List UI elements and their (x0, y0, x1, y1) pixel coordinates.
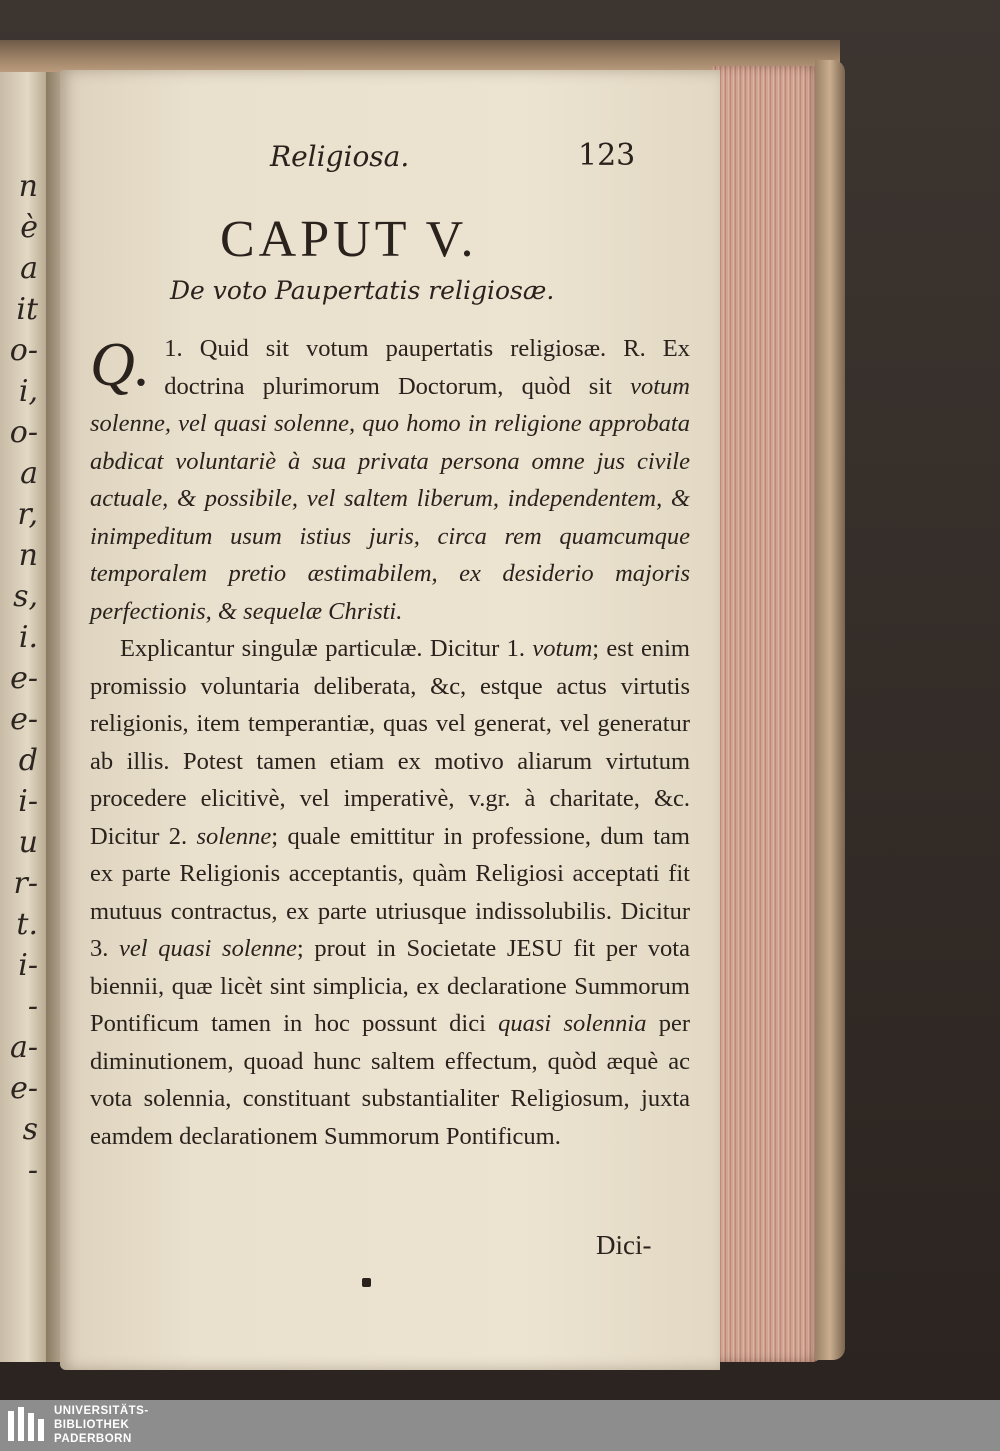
left-page-fragment: o- (9, 415, 38, 450)
catchword: Dici- (596, 1230, 652, 1260)
left-facing-page (0, 72, 49, 1362)
left-page-fragment: i- (18, 948, 38, 983)
left-page-fragment: e- (10, 661, 38, 696)
library-footer (0, 1400, 1000, 1451)
book-page (60, 70, 720, 1370)
library-name-line: PADERBORN (54, 1433, 132, 1445)
term-solenne: solenne (196, 822, 272, 850)
left-page-fragment: i- (18, 784, 38, 819)
term-quasi-solenne: vel quasi solenne (119, 935, 297, 962)
question-intro-text: 1. Quid sit votum paupertatis religiosæ. R. Ex doctrina plurimorum Doctorum, quòd sit (164, 335, 690, 400)
explanation-text: ; est enim promissio voluntaria deliberata, &c, estque actus virtutis religionis, item temperantiæ, quas vel generat, vel generatur ab illis. Potest tamen etiam ex motivo aliarum virtutum procedere elicitivè, vel imperativè, v.gr. à charitate, &c. Dicitur 2. (90, 635, 690, 850)
explanation-text: per diminutionem, quoad hunc saltem effectum, quòd æquè ac vota solennia, constituant substantialiter Religiosum, juxta eamdem declarationem Summorum Pontificum. (90, 1010, 690, 1150)
page-edges (712, 66, 822, 1362)
drop-initial: Q. (90, 331, 151, 399)
left-page-fragment: è (20, 210, 38, 245)
library-name-line: BIBLIOTHEK (54, 1419, 130, 1431)
explanation-text: Explicantur singulæ particulæ. Dicitur 1. (120, 635, 533, 662)
left-page-fragment: u (18, 825, 38, 860)
left-page-fragment: o- (9, 333, 38, 368)
running-title: Religiosa. (270, 140, 410, 173)
left-page-fragment: it (16, 292, 38, 327)
left-page-fragment: a (20, 251, 38, 286)
library-name (54, 1404, 149, 1446)
explanation-text: ; prout in Societate JESU fit per vota biennii, quæ licèt sint simplicia, ex declaratione Summorum Pontificum tamen in hoc possunt dici (90, 935, 690, 1037)
left-page-fragment: - (27, 989, 38, 1024)
left-page-fragment: e- (10, 1071, 38, 1106)
left-page-fragment: n (18, 538, 38, 573)
page-number: 123 (578, 138, 636, 173)
library-logo-icon (6, 1405, 46, 1445)
left-page-fragment: t. (16, 907, 38, 942)
left-page-fragment: r- (13, 866, 38, 901)
left-page-fragment: s (22, 1112, 38, 1147)
term-quasi-solennia: quasi solennia (498, 1010, 647, 1037)
left-page-fragment: s, (13, 579, 38, 614)
paragraph-explanation (90, 630, 690, 1155)
left-page-fragment: d (18, 743, 38, 778)
left-page-fragment: a- (9, 1030, 38, 1065)
left-page-fragment: i. (18, 620, 38, 655)
left-page-fragment: r, (17, 497, 38, 532)
signature-mark (362, 1278, 371, 1287)
page-body-text (90, 330, 690, 1155)
paragraph-question (90, 330, 690, 630)
left-page-fragment: e- (10, 702, 38, 737)
chapter-heading: CAPUT V. (220, 211, 478, 268)
library-name-line: UNIVERSITÄTS- (54, 1405, 149, 1417)
term-votum: votum (532, 635, 593, 662)
left-page-fragment: a (20, 456, 38, 491)
explanation-text: ; quale emittitur in professione, dum tam ex parte Religionis acceptantis, quàm Religiosi acceptati fit mutuus contractus, ex parte utriusque indissolubilis. Dicitur 3. (90, 822, 690, 962)
book-cover-right (815, 60, 845, 1360)
left-page-fragment: - (27, 1153, 38, 1188)
left-page-fragment: i, (18, 374, 38, 409)
left-page-fragment: n (18, 169, 38, 204)
chapter-subtitle: De voto Paupertatis religiosæ. (170, 276, 555, 305)
definition-text: votum solenne, vel quasi solenne, quo homo in religione approbata abdicat voluntariè à sua privata persona omne jus civile actuale, & possibile, vel saltem liberum, independentem, & inimpeditum usum istius juris, circa rem quamcumque temporalem pretio æstimabilem, ex desiderio majoris perfectionis, & sequelæ Christi. (90, 372, 690, 625)
